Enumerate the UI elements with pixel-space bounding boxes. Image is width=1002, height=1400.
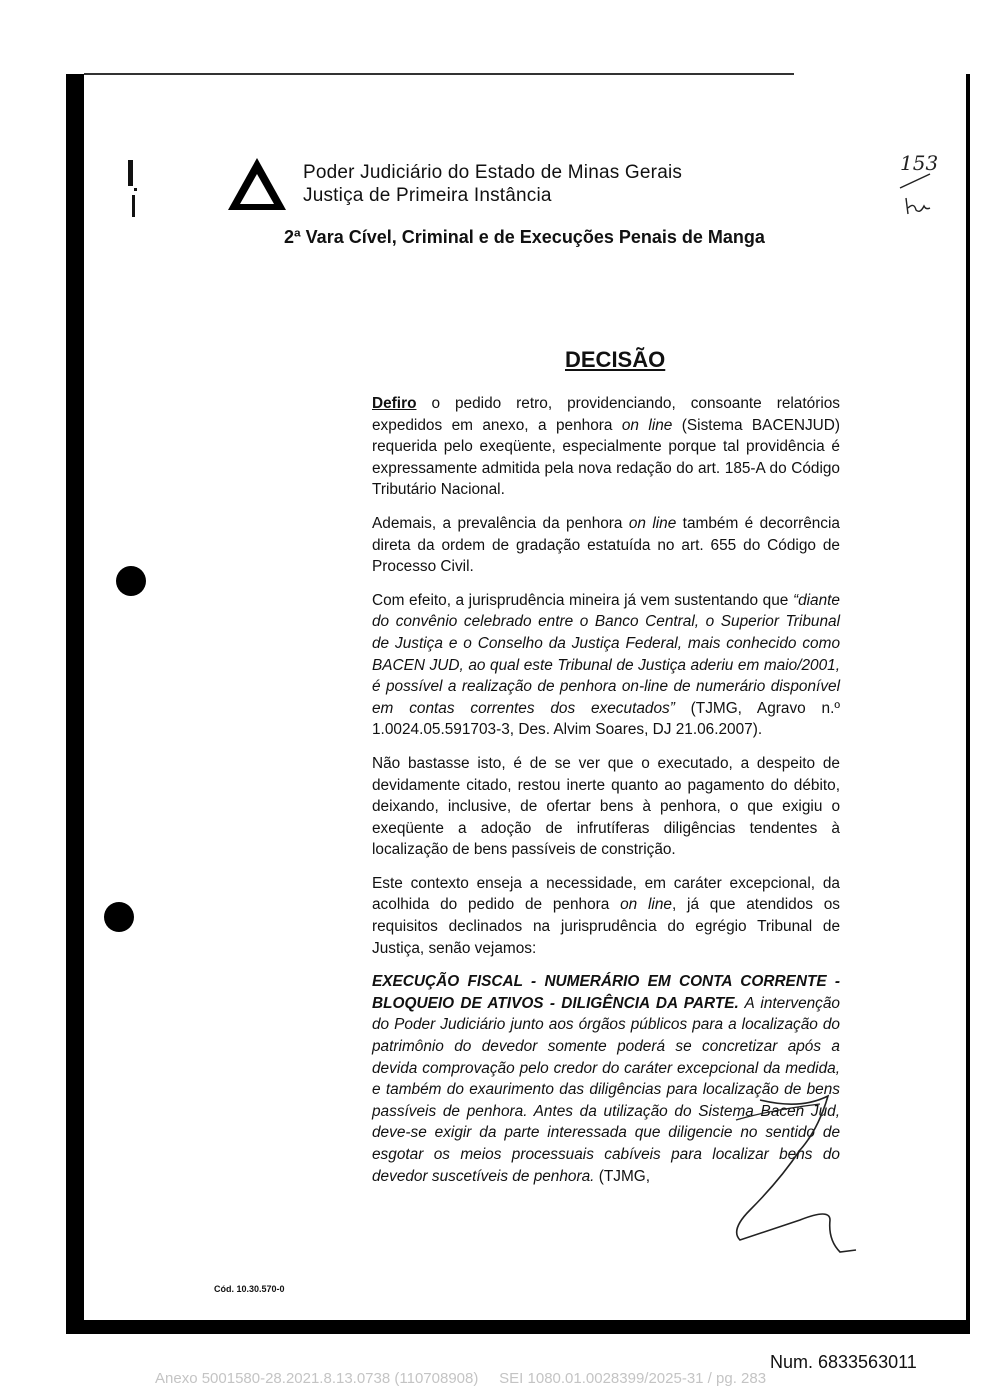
triangle-logo-icon xyxy=(226,156,288,212)
header-line-1: Poder Judiciário do Estado de Minas Gerais xyxy=(303,162,683,183)
punch-hole xyxy=(104,902,134,932)
footer-reference: Anexo 5001580-28.2021.8.13.0738 (110708908) SEI 1080.01.0028399/2025-31 / pg. 283 xyxy=(155,1370,767,1387)
quote-headline: EXECUÇÃO FISCAL - NUMERÁRIO EM CONTA CORRENTE - BLOQUEIO DE ATIVOS - DILIGÊNCIA DA PARTE. xyxy=(372,973,840,1012)
p1-italic: on line xyxy=(621,416,673,434)
p3-quote: “diante do convênio celebrado entre o Banco Central, o Superior Tribunal de Justiça e o Conselho da Justiça Federal, mais conhecido como BACEN JUD, ao qual este Tribunal de Justiça aderiu em maio/2001, é possível a realização de penhora on-line de numerário disponível em contas correntes dos executados” xyxy=(372,591,840,717)
p5-text-a: Este contexto enseja a necessidade, em caráter excepcional, da acolhida do pedido de penhora xyxy=(372,874,840,914)
scan-top-border xyxy=(84,73,794,75)
quote-text: A intervenção do Poder Judiciário junto aos órgãos públicos para a localização do patrimônio do devedor somente poderá se concretizar após a devida comprovação pelo credor do caráter excepcional da medida, e também do exaurimento das diligências para localização de bens passíveis de penhora. Antes da utilização do Sistema Bacen Jud, deve-se exigir da parte interessada que diligencie no sentido de esgotar os meios processuais cabíveis para localizar bens do devedor suscetíveis de penhora. xyxy=(372,994,840,1185)
p3-text-a: Com efeito, a jurisprudência mineira já vem sustentando que xyxy=(372,591,793,609)
court-name: 2ª Vara Cível, Criminal e de Execuções Penais de Manga xyxy=(284,227,765,247)
p2-text-b: também é decorrência direta da ordem de gradação estatuída no art. 655 do Código de Processo Civil. xyxy=(372,514,840,576)
handwritten-page-number xyxy=(898,148,948,218)
margin-mark xyxy=(132,195,135,217)
paragraph-5 xyxy=(372,873,840,959)
quote-tail: (TJMG, xyxy=(594,1167,651,1185)
decision-body xyxy=(372,393,840,1199)
p1-lead: Defiro xyxy=(372,395,417,412)
margin-mark xyxy=(128,160,133,186)
scan-left-border xyxy=(66,74,84,1332)
signature-scribble xyxy=(700,1090,860,1260)
form-code: Cód. 10.30.570-0 xyxy=(214,1284,285,1294)
p5-italic: on line xyxy=(620,896,672,914)
paragraph-2 xyxy=(372,513,840,578)
handwritten-page-number-text: 153 xyxy=(900,151,939,175)
paragraph-1 xyxy=(372,393,840,501)
p5-text-b: , já que atendidos os requisitos declinados na jurisprudência do egrégio Tribunal de Justiça, senão vejamos: xyxy=(372,896,840,957)
p2-italic: on line xyxy=(628,514,677,532)
paragraph-4: Não bastasse isto, é de se ver que o executado, a despeito de devidamente citado, restou inerte quanto ao pagamento do débito, deixando, inclusive, de ofertar bens à penhora, o que exigiu o exeqüente a adoção de infrutíferas diligências tendentes à localização de bens passíveis de constrição. xyxy=(372,754,840,859)
scan-right-border xyxy=(966,74,970,1332)
document-title: DECISÃO xyxy=(565,347,666,372)
header-line-2: Justiça de Primeira Instância xyxy=(303,185,552,206)
p1-text-b: (Sistema BACENJUD) requerida pelo exeqüente, especialmente porque tal providência é expressamente admitida pela nova redação do art. 185-A do Código Tributário Nacional. xyxy=(372,416,840,499)
p2-text-a: Ademais, a prevalência da penhora xyxy=(372,514,629,532)
margin-mark xyxy=(134,188,137,191)
p1-text-a: o pedido retro, providenciando, consoante relatórios expedidos em anexo, a penhora xyxy=(372,395,840,434)
scan-bottom-border xyxy=(66,1320,970,1334)
punch-hole xyxy=(116,566,146,596)
document-number: Num. 6833563011 xyxy=(770,1352,917,1372)
paragraph-3 xyxy=(372,590,840,741)
p3-text-b: (TJMG, Agravo n.º 1.0024.05.591703-3, Des. Alvim Soares, DJ 21.06.2007). xyxy=(372,699,840,739)
